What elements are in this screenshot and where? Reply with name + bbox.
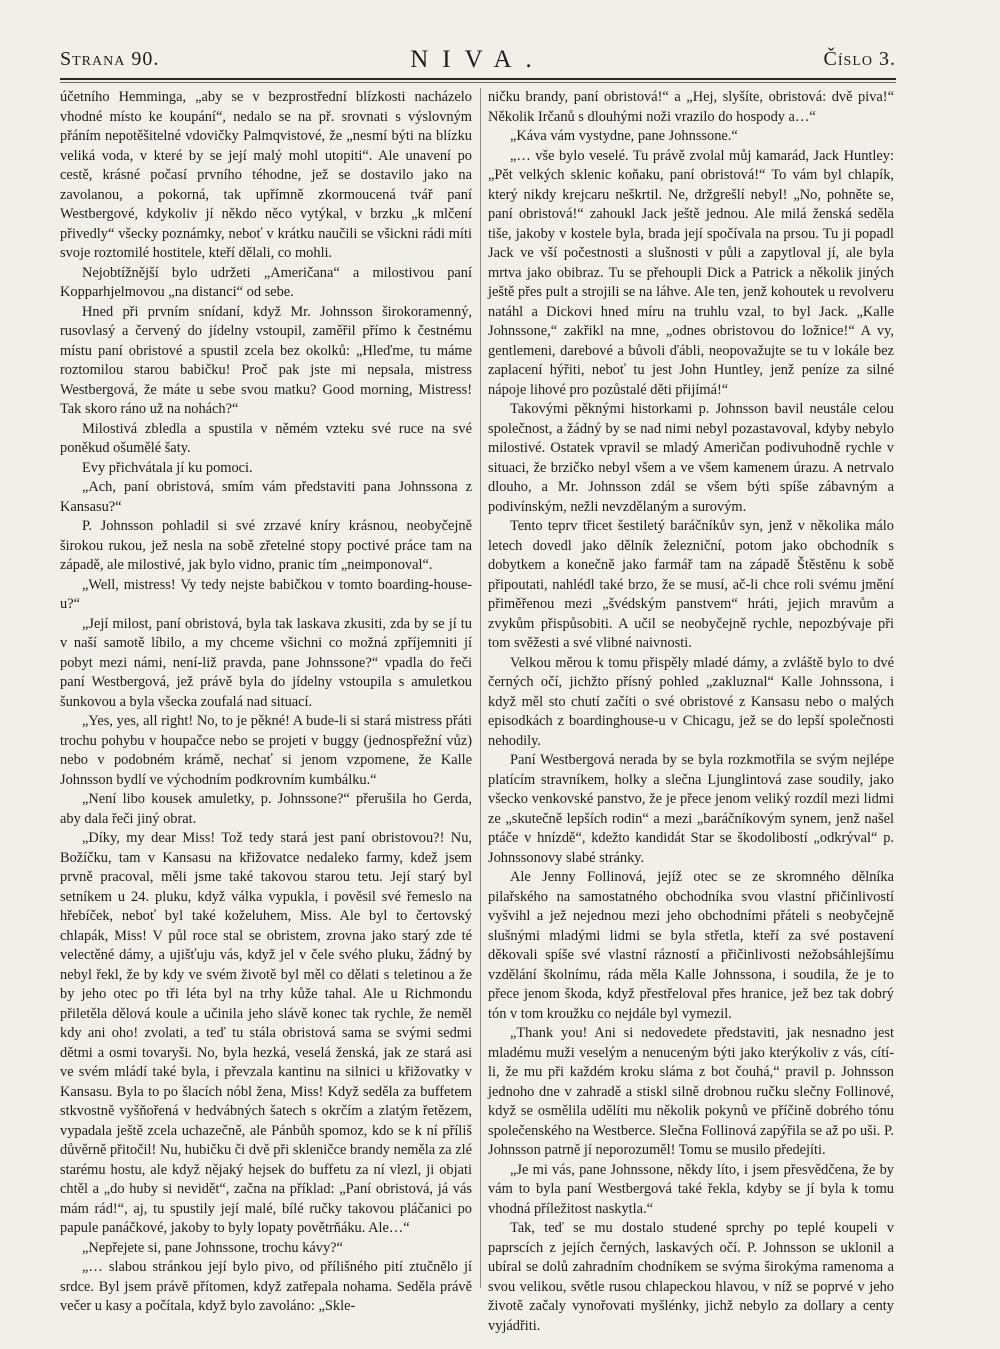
paragraph: „Ach, paní obristová, smím vám představiti pana Johnssona z Kansasu?“ — [60, 479, 472, 515]
paragraph: Takovými pěknými historkami p. Johnsson bavil neustále celou společnost, a žádný by se nad nimi nebyl pozastavoval, kdyby nebylo milostivé. Ostatek vpravil se mladý Američan podivuhodně rychle v situaci, že brzičko nebyl všem a ve všem kamenem úrazu. A netrvalo dlouho, a Mr. Johnsson zdál se všem býti spíše zábavným a podivínským, nežli nevzdělaným a surovým. — [488, 401, 894, 515]
issue-number: Číslo 3. — [823, 48, 896, 70]
page-number: Strana 90. — [60, 48, 160, 70]
paragraph: Velkou měrou k tomu přispěly mladé dámy, a zvláště bylo to dvé černých očí, jichžto přísný pohled „zakluznal“ Kalle Johnssona, i když měl sto chutí začíti o své obristové z Kansasu nebo o malých episodkách z boardinghouse-u v Chicagu, jež se do lepší společnosti nehodily. — [488, 654, 894, 749]
column-divider — [480, 88, 481, 1288]
paragraph: „Thank you! Ani si nedovedete představiti, jak nesnadno jest mladému muži veselým a nenuceným býti jako kterýkoliv z vás, cítí-li, že mu při každém kroku sláma z bot čouhá,“ pravil p. Johnsson jednoho dne v zahradě a stiskl silně drobnou ručku slečny Follinové, když se osmělila udělíti mu několik pokynů ve příčině dobrého tónu společenského na Westberce. Slečna Follinová zapýřila se až po uši. P. Johnsson patrně jí neporozuměl! Tomu se musilo předejíti. — [488, 1025, 894, 1158]
paragraph: Paní Westbergová nerada by se byla rozkmotřila se svým nejlépe platícím stravníkem, holky a slečna Ljunglintová zase soudily, jako všecko venkovské panstvo, že je přece jenom veliký rozdíl mezi lidmi ze „skutečně lepších rodin“ a mezi „baráčníkovým synem, jenž našel ptáče v hnízdě“, kdežto kandidát Star se škodolibostí „odkrýval“ p. Johnssonovy slabé stránky. — [488, 752, 894, 866]
header-rule — [60, 78, 896, 80]
paragraph: „… vše bylo veselé. Tu právě zvolal můj kamarád, Jack Huntley: „Pět velkých sklenic koňaku, paní obristová!“ To vám byl chlapík, který nikdy krejcaru neškrtil. Ne, držgrešlí nebyl! „No, pohněte se, paní obristová!“ zahoukl Jack ještě jednou. Ale milá ženská seděla tiše, jakoby v kostele byla, brada její spočívala na prsou. Tu ji popadl Jack ve vší počestnosti a slušnosti v půli a zapytloval jí, ale byla mrtva jako obibraz. Tu se přehoupli Dick a Patrick a několik jiných ještě přes pult a strojili se na láhve. Ale ten, jenž kohoutek u revolveru natáhl a Dickovi hned míru na truhlu vzal, to byl Jack. „Kalle Johnssone,“ zakřikl na mne, „odnes obristovou do ložnice!“ A vy, gentlemeni, darebové a bůvoli ďábli, neopovažujte se tu v lokále bez zaplacení hýřiti, neboť tu jest John Huntley, jenž peníze za silné nápoje lihové pro pozůstalé děti přijímá!“ — [488, 147, 894, 398]
paragraph: „Díky, my dear Miss! Tož tedy stará jest paní obristovou?! Nu, Božíčku, tam v Kansasu na křižovatce nedaleko farmy, kdež jsem prvně pracoval, měli jsme také takovou starou tetu. Její starý byl setníkem u 24. pluku, když válka vypukla, i pověsil své řemeslo na hřebíček, neboť byl také koželuhem, Miss. Ale byl to čertovský chlapák, Miss! V půl roce stal se obristem, zrovna jako starý zde té velectěné dámy, a ujišťuju vás, když jel v čele svého pluku, žádný by nebyl řekl, že by kdy ve svém životě byl měl co dělati s teletinou a že by jeho otec po tři léta byl na trhy kůže tahal. Ale u Richmondu přiletěla dělová koule a učinila jeho slávě konec tak rychle, že neměl kdy ani oho! zvolati, a teď tu stála obristová sama se svými sedmi dětmi a osmi tovaryši. No, byla hezká, veselá ženská, jak ze stará asi ve svém mládí také byla, i převzala kantinu na silnici u křižovatky v Kansasu. Byla to po šlacích nóbl žena, Miss! Když seděla za buffetem stkvostně vyšňořená v hedvábných šatech s okrčím a zlatým řetězem, vypadala ještě zcela uchazečně, ale Pánbůh spomoz, kdo se k ní příliš důvěrně přitočil! Nu, hubičku či dvě při skleničce brandy neměla za zlé starému hostu, ale když nějaký hejsek do buffetu za ní vlezl, ji objati chtěl a „do huby si nevidět“, začna na příklad: „Paní obristová, já vás mám rád!“, aj, tu spustily její malé, bílé ručky takovou pláčanici po papule panáčkové, jakoby to byly lopaty povětrňáku. Ale…“ — [60, 830, 472, 1236]
header-rule-thin — [60, 82, 896, 83]
paragraph: Evy přichvátala jí ku pomoci. — [82, 459, 253, 476]
right-column — [488, 88, 894, 1334]
paragraph: „… slabou stránkou její bylo pivo, od přílišného pití ztučnělo jí srdce. Byl jsem právě přítomen, když zatřepala nohama. Seděla právě večer u kasy a počítala, když bylo zavoláno: „Skle- — [60, 1259, 472, 1314]
paragraph: Nejobtížnější bylo udržeti „Američana“ a milostivou paní Kopparhjelmovou „na distanci“ od sebe. — [60, 264, 472, 300]
paragraph: „Je mi vás, pane Johnssone, někdy líto, i jsem přesvědčena, že by vám to byla paní Westbergová také řekla, kdyby se jí byla k tomu vhodná příležitost naskytla.“ — [488, 1161, 894, 1217]
paragraph: P. Johnsson pohladil si své zrzavé kníry krásnou, neobyčejně širokou rukou, jež nesla na sobě zřetelné stopy poctivé práce tam na západě, ale milostivé, jak bylo vidno, pranic tím „neimponoval“. — [60, 518, 472, 573]
paragraph: „Yes, yes, all right! No, to je pěkné! A bude-li si stará mistress přáti trochu pohybu v houpačce nebo se projeti v buggy (jednospřežní vůz) nebo v podobném krámě, nechať si jenom vzpomene, že Kalle Johnsson bydlí ve východním podkrovním kumbálku.“ — [60, 713, 472, 788]
paragraph: Milostivá zbledla a spustila v němém vzteku své ruce na své poněkud ošumělé šaty. — [60, 420, 472, 456]
paragraph: účetního Hemminga, „aby se v bezprostřední blízkosti nacházelo vhodné místo ke koupání“, nedalo se na př. srovnati s výslovným přáním nepotěšitelné vdovičky Palmqvistové, že „nesmí býti na blízku veliká voda, v které by se její malý mohl utopiti“. Ale unavení po cestě, krásné počasí prvního téhodne, jež se dostavilo jako na zavolanou, a pokorná, tak upřímně zkormoucená tvář paní Westbergové, kdykoliv jí někdo něco vytýkal, v brzku „k mlčení přivedly“ všecky poznámky, neboť v krátku naučili se všickni rádi míti svoje roztomilé hostitele, kteří dělali, co mohli. — [60, 89, 472, 261]
paragraph: „Well, mistress! Vy tedy nejste babičkou v tomto boarding-house-u?“ — [60, 576, 472, 612]
paragraph: „Nepřejete si, pane Johnssone, trochu kávy?“ — [82, 1239, 343, 1256]
paragraph: ničku brandy, paní obristová!“ a „Hej, slyšíte, obristová: dvě piva!“ Několik Irčanů s dlouhými noži vrazilo do hospody a…“ — [488, 89, 894, 125]
paragraph: Ale Jenny Follinová, jejíž otec se ze skromného dělníka pilařského na samostatného obchodníka svou vlastní přičinlivostí vyšvihl a jež nejednou mezi jeho obchodními přáteli s neobyčejně slušnými mladými lidmi se byla střetla, kteří za své postavení děkovali spíše své vlastní rázností a přičinlivosti nežobsáhlejšímu vzdělání školnímu, ráda měla Kalle Johnssona, i soudila, že je to přece jenom škoda, když přestřeloval přes hranice, jež bez tak dobrý tón v tom kroužku co nejdále byl vymezil. — [488, 869, 894, 1022]
paragraph: Tak, teď se mu dostalo studené sprchy po teplé koupeli v paprscích z jejích černých, laskavých očí. P. Johnsson se uklonil a ubíral se dolů zahradním chodníkem se svýma širokýma ramenoma a svou velikou, světle rusou chlapeckou hlavou, v níž se poprvé v jeho životě začaly vynořovati myšlénky, jichž nebylo za dollary a centy vyjádřiti. — [488, 1220, 894, 1334]
page-header — [60, 48, 896, 76]
left-column — [60, 88, 472, 1314]
paragraph: Hned při prvním snídaní, když Mr. Johnsson širokoramenný, rusovlasý a červený do jídelny vstoupil, zaměřil přímo k čestnému místu paní obristové a spustil zcela bez okolků: „Hleďme, tu máme roztomilou starou babičku! Proč pak jste mi nepsala, mistress Westbergová, že máte u sebe svou matku? Good morning, Mistress! Tak skoro ráno už na nohách?“ — [60, 303, 472, 417]
paragraph: Tento teprv třicet šestiletý baráčníkův syn, jenž v několika málo letech dovedl jako dělník železniční, potom jako obchodník s dobytkem a konečně jako farmář tam na západě Štěstěnu k sobě připoutati, nahlédl také brzo, že se musí, ač-li chce roli svému jmění přiměřenou mezi „švédským panstvem“ hráti, jejich mravům a zvykům přispůsobiti. A učil se neobyčejně rychle, nepozbývaje při tom svěžesti a své vlibné naivnosti. — [488, 518, 894, 651]
paragraph: „Její milost, paní obristová, byla tak laskava zkusiti, zda by se jí tu v naší samotě líbilo, a my chceme všichni co možná zpříjemniti jí pobyt mezi námi, není-liž pravda, pane Johnssone?“ vpadla do řeči paní Westbergová, jež právě byla do jídelny vstoupila s amuletkou šunkovou a byla všecka zoufalá nad situací. — [60, 615, 472, 710]
paragraph: „Káva vám vystydne, pane Johnssone.“ — [510, 128, 738, 144]
paragraph: „Není libo kousek amuletky, p. Johnssone?“ přerušila ho Gerda, aby dala řeči jiný obrat. — [60, 791, 472, 827]
journal-title: NIVA. — [410, 46, 546, 73]
